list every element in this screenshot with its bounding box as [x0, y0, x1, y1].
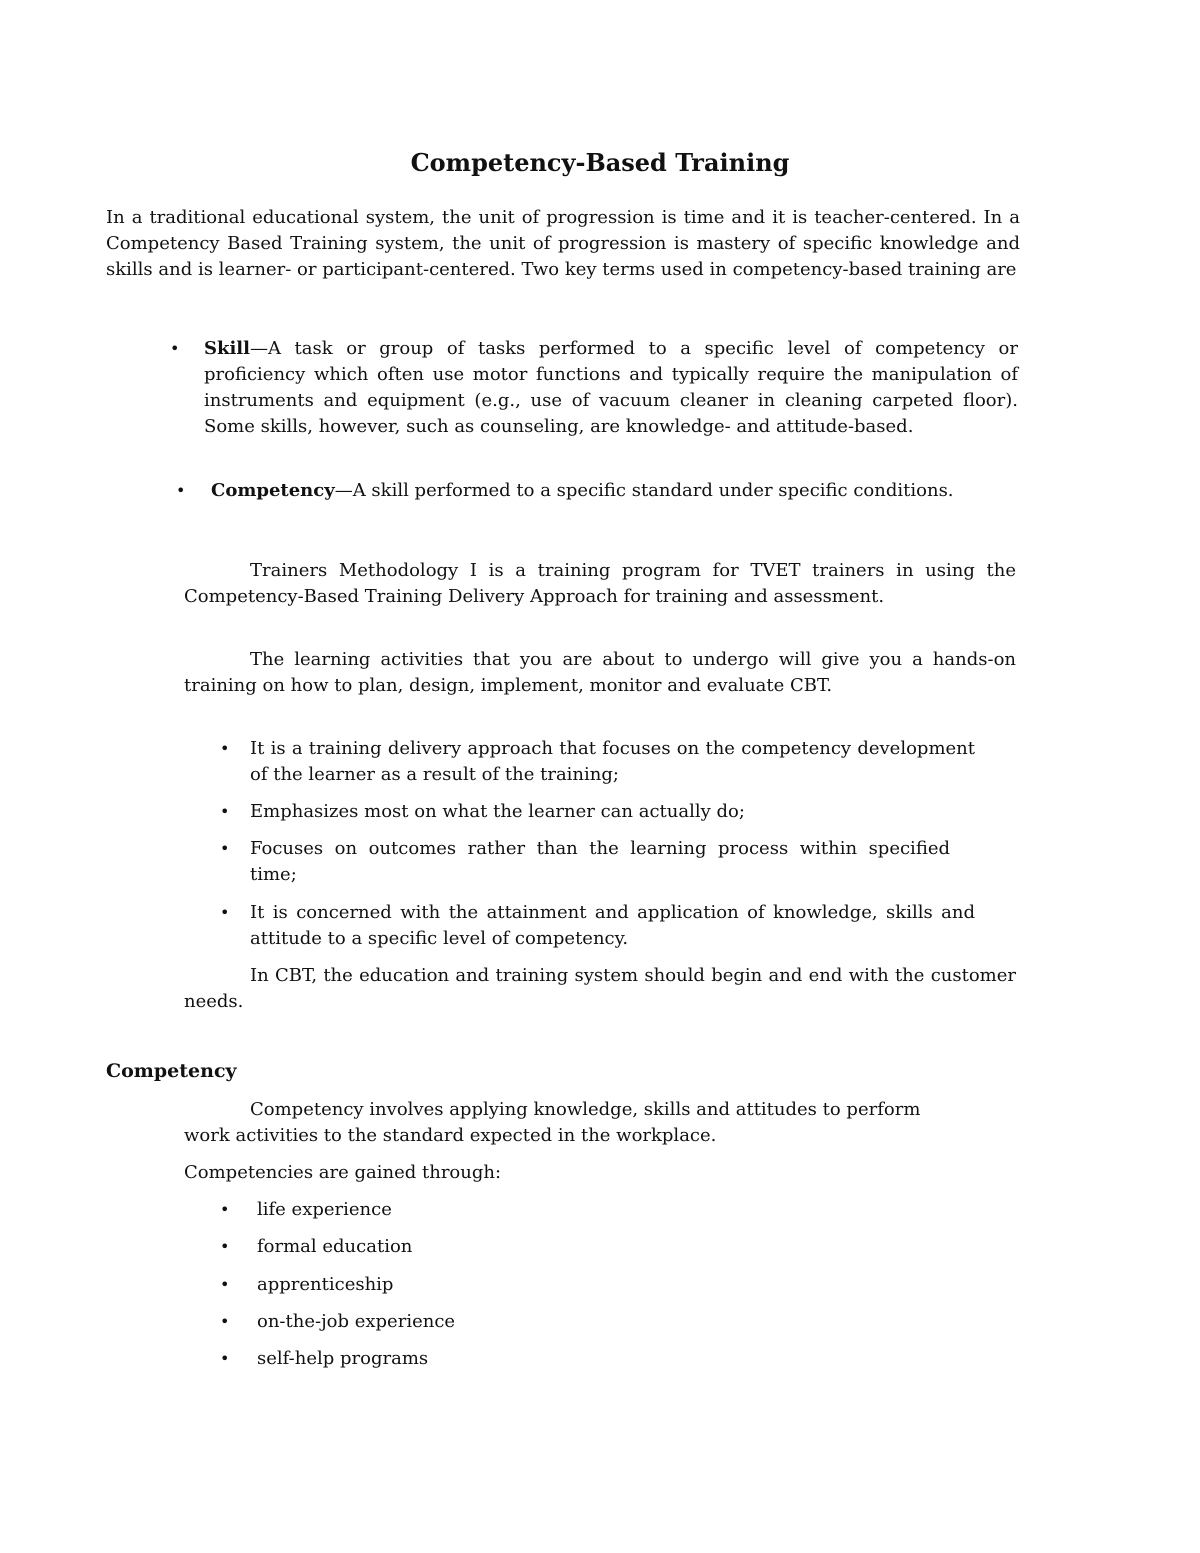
cbt-point: It is concerned with the attainment and application of knowledge, skills and attitude to a specific level of competency. — [250, 902, 975, 949]
key-term-definition: —A skill performed to a specific standard under specific conditions. — [334, 480, 954, 501]
bullet-dot: • — [220, 739, 230, 758]
document-title: Competency-Based Training — [410, 148, 790, 177]
gained-item: apprenticeship — [257, 1274, 394, 1295]
gained-item: life experience — [257, 1199, 392, 1220]
cbt-point: Focuses on outcomes rather than the learning process within specified time; — [250, 838, 950, 885]
bullet-dot: • — [176, 481, 186, 500]
bullet-dot: • — [220, 1275, 230, 1294]
customer-paragraph: In CBT, the education and training system should begin and end with the customer needs. — [184, 965, 1016, 1012]
gained-intro: Competencies are gained through: — [184, 1162, 502, 1183]
bullet-dot: • — [170, 339, 180, 358]
competency-paragraph: Competency involves applying knowledge, skills and attitudes to perform work activities to the standard expected in the workplace. — [184, 1099, 921, 1146]
bullet-dot: • — [220, 1237, 230, 1256]
cbt-point: Emphasizes most on what the learner can actually do; — [250, 801, 745, 822]
key-term-skill — [204, 336, 1018, 440]
activities-paragraph: The learning activities that you are about to undergo will give you a hands-on training on how to plan, design, implement, monitor and evaluate CBT. — [184, 649, 1016, 696]
bullet-dot: • — [220, 1200, 230, 1219]
intro-paragraph: In a traditional educational system, the unit of progression is time and it is teacher-centered. In a Competency Based Training system, the unit of progression is mastery of specific knowledge and skills and is learner- or participant-centered. Two key terms used in competency-based training are — [106, 207, 1020, 280]
bullet-dot: • — [220, 1312, 230, 1331]
bullet-dot: • — [220, 1349, 230, 1368]
key-term-competency — [211, 478, 1001, 504]
cbt-point: It is a training delivery approach that focuses on the competency development of the learner as a result of the training; — [250, 738, 975, 785]
bullet-dot: • — [220, 903, 230, 922]
bullet-dot: • — [220, 802, 230, 821]
key-term-definition: —A task or group of tasks performed to a specific level of competency or proficiency which often use motor functions and typically require the manipulation of instruments and equipment (e.g., use of vacuum cleaner in cleaning carpeted floor). Some skills, however, such as counseling, are knowledge- and attitude-based. — [204, 338, 1018, 437]
key-term-label: Competency — [211, 480, 335, 501]
key-term-label: Skill — [204, 338, 250, 359]
gained-item: on-the-job experience — [257, 1311, 456, 1332]
tm-paragraph: Trainers Methodology I is a training program for TVET trainers in using the Competency-Based Training Delivery Approach for training and assessment. — [184, 560, 1016, 607]
bullet-dot: • — [220, 839, 230, 858]
section-heading-competency: Competency — [106, 1060, 237, 1082]
gained-item: formal education — [257, 1236, 413, 1257]
gained-item: self-help programs — [257, 1348, 429, 1369]
